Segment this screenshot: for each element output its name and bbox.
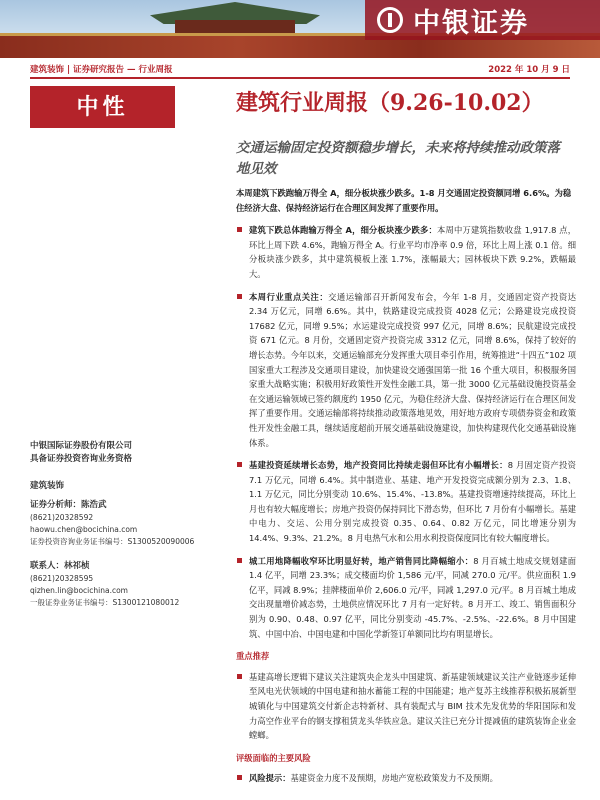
company-name: 中银国际证券股份有限公司 [30,441,133,451]
contact-name: 联系人：林祁桢 [30,561,90,571]
bank-of-china-logo-icon [377,7,403,33]
analyst-name: 证券分析师：陈浩武 [30,500,107,510]
risk-text: 基建资金力度不及预期，房地产宽松政策发力不及预期。 [290,773,498,784]
risk-heading: 评级面临的主要风险 [236,752,311,763]
bullet-head: 建筑下跌总体跑输万得全 A，细分板块涨少跌多： [249,225,437,236]
header-banner [0,0,600,58]
page-title: 建筑行业周报（9.26-10.02） [236,90,544,116]
rating-badge: 中性 [30,86,175,128]
palace-hall-image [175,20,295,34]
breadcrumb: 建筑装饰 | 证券研究报告 — 行业周报 [30,65,173,75]
recommend-heading: 重点推荐 [236,651,270,662]
risk-label: 风险提示： [249,773,291,784]
report-body [236,186,576,794]
bullet-recommend [236,670,576,743]
analyst-phone: (8621)20328592 [30,513,94,522]
page-subtitle: 交通运输固定投资额稳步增长，未来将持续推动政策落地见效 [236,140,560,177]
analyst-sidebar [30,440,200,609]
bullet-text: 本周中万建筑指数收盘 1,917.8 点，环比上周下跌 4.6%，跑输万得全 A。行业平均市净率 0.9 倍，环比上周上涨 0.1 倍。细分板块涨少跌多，其中建筑模板上涨 1.7%，涨幅最大；园林板块下跌 9.2%，跌幅最大。 [249,225,576,279]
bullet-text: 8 月百城土地成交规划建面 1.4 亿平，同增 23.3%；成交楼面均价 1,586 元/平，同减 270.0 元/平。供应面积 1.9 亿平，同减 8.9%；挂牌楼面单价 2,606.0 元/平，同减 1,297.0 元/平。8 月百城土地成交出现量增价减态势，土地供应情况环比 7 月有一定好转。8 月开工、竣工、销售面积分别为 0.90、0.48、0.97 亿平，同比分别变动 -45.7%、-2.5%、-22.6%。8 月中国建筑、中国中冶、中国电建和中国化学新签订单额同比均有明显增长。 [249,555,576,639]
lead-summary: 本周建筑下跌跑输万得全 A，细分板块涨少跌多。1-8 月交通固定投资额同增 6.6%。为稳住经济大盘、保持经济运行在合理区间发挥了重要作用。 [236,188,572,213]
company-qualification: 具备证券投资咨询业务资格 [30,454,133,464]
analyst-email[interactable]: haowu.chen@bocichina.com [30,525,138,534]
bullet-land [236,554,576,642]
contact-email[interactable]: qizhen.lin@bocichina.com [30,586,128,595]
analyst-cert: 证券投资咨询业务证书编号：S1300520090006 [30,537,195,546]
bullet-text: 基建高增长逻辑下建议关注建筑央企龙头中国建筑、新基建领域建议关注产业链逐步延伸至风电光伏领域的中国电建和抽水蓄能工程的中国能建；地产复苏主线推荐积极拓展新型城镇化与中国建筑交付新企志特新材、具有装配式与 BIM 技术先发优势的华阳国际和发力高空作业平台的钢支撑租赁龙头华铁应急。建议关注已充分计提减值的建筑装饰企业金螳螂。 [249,671,576,741]
bullet-market [236,223,576,281]
sector-label: 建筑装饰 [30,481,65,491]
contact-cert: 一般证券业务证书编号：S1300121080012 [30,598,180,607]
bullet-head: 基建投资延续增长态势，地产投资同比持续走弱但环比有小幅增长： [249,460,508,471]
logo-text: 中银证券 [413,7,529,39]
bullet-text: 交通运输部召开新闻发布会，今年 1-8 月，交通固定资产投资达 2.34 万亿元，同增 6.6%。其中，铁路建设完成投资 4028 亿元；公路建设完成投资 17682 亿元，同增 9.5%；水运建设完成投资 997 亿元，同增 8.6%；民航建设完成投资 671 亿元。8 月份，交通固定资产投资完成 3312 亿元，同增 8.6%，保持了较好的增长态势。今年以来，交通运输部充分发挥重大项目牵引作用，统筹推进“十四五”102 项国家重大工程涉及交通项目建设，加快建设交通强国第一批 16 个重大项目，积极服务国家重大战略实施；积极用好政策性开发性金融工具，第一批 3000 亿元基础设施投资基金在交通运输领域已签约额度约 1950 亿元，为稳住经济大盘、保持经济运行在合理区间发挥了重要作用。交通运输部将持续推动政策落地见效，用好地方政府专项债券资金和政策性开发性金融工具，继续适度超前开展交通基础设施建设，加快构建现代化交通基础设施体系。 [249,291,576,448]
bullet-head: 本周行业重点关注： [249,291,329,302]
bullet-risk [236,771,576,786]
brand-logo [365,0,600,40]
bullet-head: 城工用地降幅收窄环比明显好转，地产销售同比降幅缩小： [249,555,474,566]
contact-phone: (8621)20328595 [30,574,94,583]
bullet-text: 8 月固定资产投资 7.1 万亿元，同增 6.4%。其中制造业、基建、地产开发投资完成额分别为 2.3、1.8、1.1 万亿元，同比分别变动 10.6%、15.4%、-13.8%。基建投资增速持续提高，环比上月也有较大幅度增长；房地产投资仍保持同比下滑态势，但环比 7 月份有小幅增长。基建中电力、交运、公用分别完成投资 0.35、0.64、0.82 万亿元，同比增速分别为 14.4%、9.3%、21.2%。8 月电热气水和公用水利投资保度同比有较大幅度增长。 [249,460,576,544]
report-header-bar [30,61,570,79]
bullet-focus [236,290,576,451]
report-date: 2022 年 10 月 9 日 [488,65,570,75]
bullet-investment [236,458,576,546]
